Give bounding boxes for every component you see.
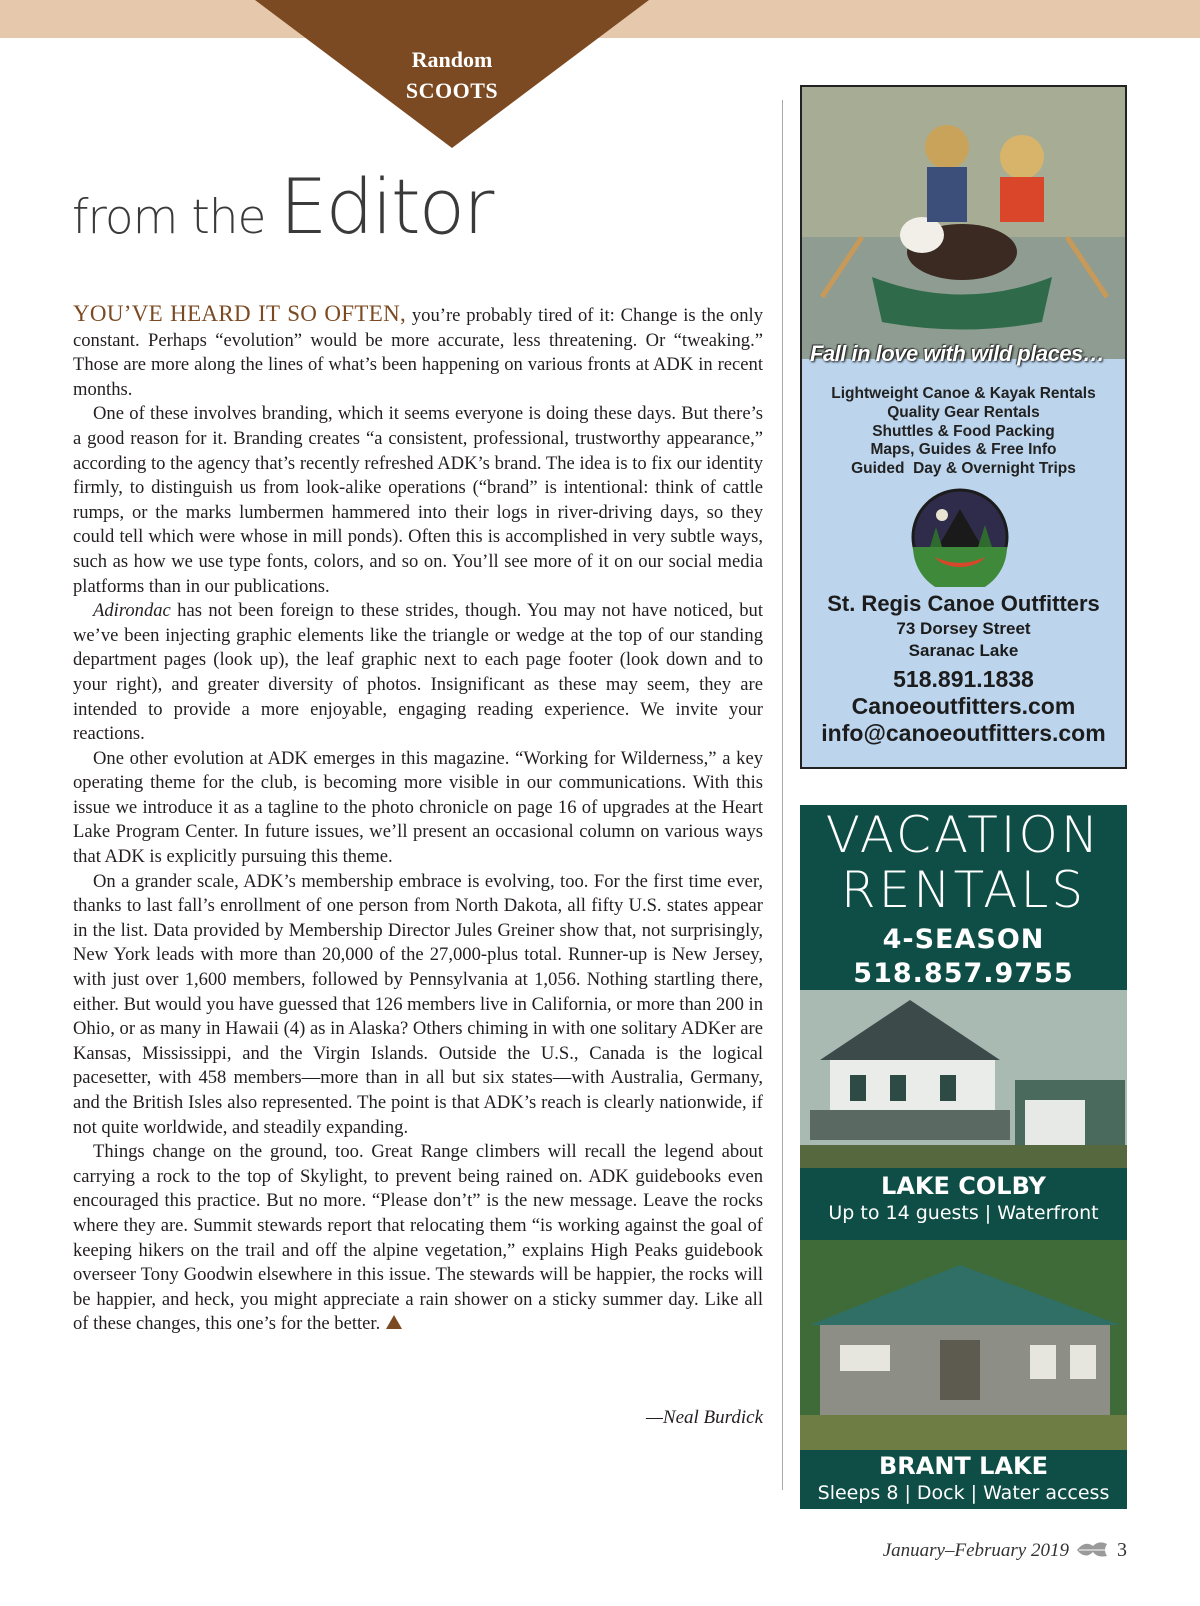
magazine-name: Adirondac: [93, 600, 171, 622]
signature: —Neal Burdick: [646, 1407, 763, 1428]
lake-colby-photo: [800, 990, 1127, 1168]
section-label: [255, 44, 649, 106]
end-triangle-icon: [386, 1315, 402, 1329]
property-name: BRANT LAKE: [878, 1452, 1049, 1480]
lead-in: YOU’VE HEARD IT SO OFTEN,: [73, 301, 407, 326]
brant-lake-caption: [800, 1452, 1127, 1506]
paragraph-1-text: you’re probably tired of it: Change is the only constant. Perhaps “evolution” would be more accurate, less threatening. Or “tweaking.” Those are more along the lines of what’s been happening on various fronts at ADK in recent months.: [73, 305, 763, 400]
paragraph-6-text: Things change on the ground, too. Great Range climbers will recall the legend about carrying a rock to the top of Skylight, to prevent being rained on. ADK guidebooks even encouraged this practice. But no more. “Please don’t” is the new message. Leave the rocks where they are. Summit stewards report that relocating them “is working against the goal of keeping hikers on the trail and off the alpine vegetation,” explains High Peaks guidebook overseer Tony Goodwin elsewhere in this issue. The stewards will be happier, the rocks will be happier, and heck, you might appreciate a rain shower on a sticky summer day. Like all of these changes, this one’s for the better.: [73, 1141, 763, 1335]
canoe-outfitters-ad[interactable]: [800, 85, 1127, 769]
street-address: 73 Dorsey Street: [896, 619, 1031, 638]
vacation-rentals-ad[interactable]: [800, 805, 1127, 1509]
leaf-icon: [1075, 1538, 1111, 1560]
house-illustration: [800, 990, 1127, 1168]
paragraph-4: One other evolution at ADK emerges in this magazine. “Working for Wilderness,” a key operating theme for the club, is becoming more visible in our communications. With this issue we introduce it as a tagline to the photo chronicle on page 16 of upgrades at the Heart Lake Program Center. In future issues, we’ll present an occasional column on various ways that ADK is explicitly pursuing this theme.: [73, 747, 763, 868]
paragraph-3: [73, 599, 763, 747]
page-title: [72, 162, 492, 251]
house-illustration: [800, 1240, 1127, 1450]
service-item: Shuttles & Food Packing: [872, 422, 1055, 440]
lake-colby-caption: [800, 1172, 1127, 1226]
paragraph-2: One of these involves branding, which it seems everyone is doing these days. But there’s a good reason for it. Branding creates “a consistent, professional, trustworthy appearance,” according to the agency that’s recently refreshed ADK’s brand. The idea is to fix our identity firmly, to distinguish us from look-alike operations (“brand” is intentional: think of cattle rumps, or the marks lumbermen hammered into their logs in river-driving days, so they could tell which were whose in mill ponds). Often this is accomplished in very subtle ways, such as how we use type fonts, colors, and so on. You’ll see more of it on our social media platforms than in our publications.: [73, 403, 763, 597]
issue-date: January–February 2019: [882, 1540, 1069, 1561]
canoe-illustration: [802, 87, 1125, 359]
service-item: Quality Gear Rentals: [887, 403, 1040, 421]
brant-lake-photo: [800, 1240, 1127, 1450]
outfitters-logo-icon: [910, 487, 1010, 587]
service-item: Maps, Guides & Free Info: [870, 441, 1057, 459]
vacation-heading: [800, 805, 1127, 991]
phone-number: 518.891.1838: [893, 666, 1034, 692]
vacation-phone: 518.857.9755: [853, 958, 1074, 989]
paragraph-5: On a grander scale, ADK’s membership embrace is evolving, too. For the first time ever, thanks to last fall’s enrollment of one person from North Dakota, all fifty U.S. states appear in the list. Data provided by Membership Director Jules Greiner show that, not surprisingly, New York leads with more than 20,000 of the 27,000-plus total. Runner-up is New Jersey, with just over 1,600 members, followed by Pennsylvania at 1,056. Nothing startling there, either. But would you have guessed that 126 members live in California, or more than 200 in Ohio, or as many in Hawaii (4) as in Alaska? Others chiming in with one solitary ADKer are Kansas, Mississippi, and the Virgin Islands. Outside the U.S., Canada is the logical pacesetter, with 458 members—more than in all but six states—with Australia, Germany, and the British Isles also represented. The point is that ADK’s reach is clearly nationwide, if not quite worldwide, and steadily expanding.: [73, 870, 763, 1138]
title-main: Editor: [279, 162, 493, 251]
page-number: 3: [1117, 1539, 1127, 1561]
services-list: [802, 385, 1125, 479]
paragraph-6: [73, 1140, 763, 1337]
service-item: Lightweight Canoe & Kayak Rentals: [831, 385, 1096, 402]
page-footer: [883, 1538, 1127, 1562]
vacation-line2: RENTALS: [840, 861, 1087, 919]
property-detail: Up to 14 guests | Waterfront: [828, 1202, 1099, 1224]
outfitter-contact: [802, 590, 1125, 747]
vacation-line1: VACATION: [825, 806, 1102, 864]
paragraph-1: [73, 302, 763, 402]
town: Saranac Lake: [908, 641, 1019, 660]
property-detail: Sleeps 8 | Dock | Water access: [817, 1482, 1110, 1504]
section-label-line2: SCOOTS: [405, 78, 499, 103]
column-divider: [782, 100, 783, 1490]
title-prefix: from the: [72, 190, 266, 245]
season-label: 4-SEASON: [882, 924, 1045, 955]
canoe-photo: [802, 87, 1125, 359]
business-name: St. Regis Canoe Outfitters: [827, 591, 1100, 616]
service-item: Guided Day & Overnight Trips: [851, 460, 1076, 478]
editorial-body: [73, 302, 763, 1337]
ad-tagline: Fall in love with wild places…: [810, 341, 1105, 366]
section-label-line1: Random: [411, 47, 493, 72]
email-link[interactable]: info@canoeoutfitters.com: [821, 720, 1106, 746]
website-link[interactable]: Canoeoutfitters.com: [851, 693, 1076, 719]
paragraph-3-text: has not been foreign to these strides, though. You may not have noticed, but we’ve been injecting graphic elements like the triangle or wedge at the top of our standing department pages (look up), the leaf graphic next to each page footer (look down and to your right), and greater diversity of photos. Insignificant as these may seem, they are intended to provide a more enjoyable, engaging reading experience. We invite your reactions.: [73, 600, 763, 745]
property-name: LAKE COLBY: [881, 1172, 1046, 1200]
